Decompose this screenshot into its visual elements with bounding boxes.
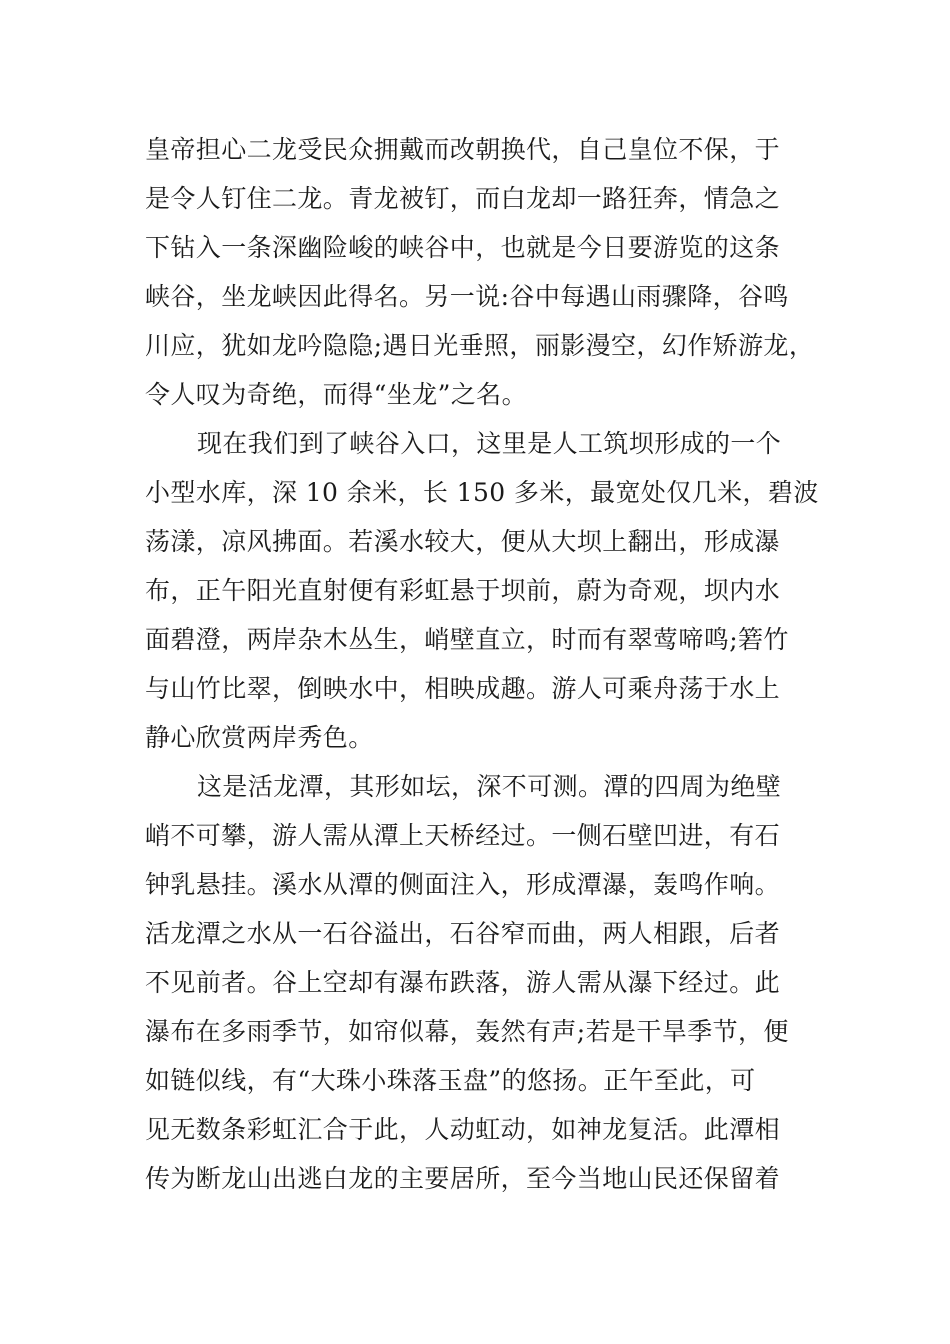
text-line: 峡谷，坐龙峡因此得名。另一说:谷中每遇山雨骤降，谷鸣 <box>145 282 789 311</box>
text-line: 不见前者。谷上空却有瀑布跌落，游人需从瀑下经过。此 <box>145 968 781 997</box>
text-line: 静心欣赏两岸秀色。 <box>145 723 374 752</box>
paragraph-2 <box>145 419 819 762</box>
text-line: 钟乳悬挂。溪水从潭的侧面注入，形成潭瀑，轰鸣作响。 <box>145 870 781 899</box>
text-line: 下钻入一条深幽险峻的峡谷中，也就是今日要游览的这条 <box>145 233 781 262</box>
text-line: 见无数条彩虹汇合于此，人动虹动，如神龙复活。此潭相 <box>145 1115 781 1144</box>
text-line: 川应，犹如龙吟隐隐;遇日光垂照，丽影漫空，幻作矫游龙， <box>145 331 815 360</box>
text-line: 如链似线，有“大珠小珠落玉盘”的悠扬。正午至此，可 <box>145 1066 756 1095</box>
text-line: 现在我们到了峡谷入口，这里是人工筑坝形成的一个 <box>197 429 782 458</box>
text-line: 小型水库，深 10 余米，长 150 多米，最宽处仅几米，碧波 <box>145 478 819 507</box>
text-line: 活龙潭之水从一石谷溢出，石谷窄而曲，两人相跟，后者 <box>145 919 781 948</box>
text-line: 皇帝担心二龙受民众拥戴而改朝换代，自己皇位不保，于 <box>145 135 781 164</box>
text-line: 荡漾，凉风拂面。若溪水较大，便从大坝上翻出，形成瀑 <box>145 527 781 556</box>
text-line: 面碧澄，两岸杂木丛生，峭壁直立，时而有翠莺啼鸣;箬竹 <box>145 625 789 654</box>
document-body <box>145 125 819 1203</box>
text-line: 瀑布在多雨季节，如帘似幕，轰然有声;若是干旱季节，便 <box>145 1017 789 1046</box>
text-line: 是令人钉住二龙。青龙被钉，而白龙却一路狂奔，情急之 <box>145 184 781 213</box>
text-line: 布，正午阳光直射便有彩虹悬于坝前，蔚为奇观，坝内水 <box>145 576 781 605</box>
text-line: 峭不可攀，游人需从潭上天桥经过。一侧石壁凹进，有石 <box>145 821 781 850</box>
paragraph-3 <box>145 762 810 1203</box>
text-line: 令人叹为奇绝，而得“坐龙”之名。 <box>145 380 527 409</box>
text-line: 传为断龙山出逃白龙的主要居所，至今当地山民还保留着 <box>145 1164 781 1193</box>
text-line: 与山竹比翠，倒映水中，相映成趣。游人可乘舟荡于水上 <box>145 674 781 703</box>
paragraph-1 <box>145 125 815 419</box>
text-line: 这是活龙潭，其形如坛，深不可测。潭的四周为绝壁 <box>197 772 782 801</box>
